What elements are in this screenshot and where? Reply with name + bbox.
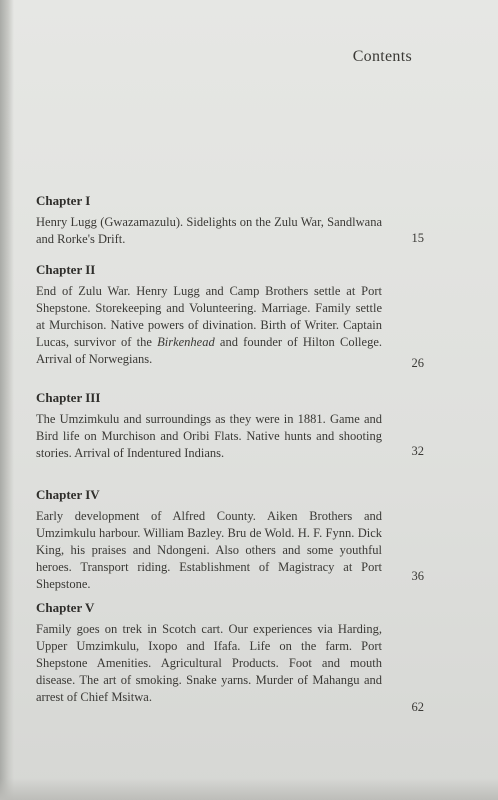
chapter-description-text: and founder of Hilton College. Arrival of Norwegians. [36, 335, 382, 366]
chapter-title: Chapter IV [36, 487, 100, 502]
toc-entry-chapter-4 [36, 487, 424, 593]
page-bottom-shadow [0, 778, 498, 800]
chapter-description [36, 283, 382, 368]
chapter-description: Family goes on trek in Scotch cart. Our experiences via Harding, Upper Umzimkulu, Ixopo and Ifafa. Life on the farm. Port Shepstone Amenities. Agricultural Products. Foot and mouth disease. The art of smoking. Snake yarns. Murder of Mahangu and arrest of Chief Msitwa. [36, 622, 382, 704]
chapter-page-number: 62 [411, 700, 424, 714]
toc-entry-chapter-2 [36, 262, 424, 370]
toc-entry-chapter-3 [36, 390, 424, 462]
toc-entry-chapter-5 [36, 600, 424, 714]
chapter-title: Chapter II [36, 262, 96, 277]
chapter-description: The Umzimkulu and surroundings as they were in 1881. Game and Bird life on Murchison and Oribi Flats. Native hunts and shooting stories. Arrival of Indentured Indians. [36, 412, 382, 460]
chapter-title: Chapter I [36, 193, 91, 208]
chapter-page-number: 36 [411, 569, 424, 583]
chapter-page-number: 32 [411, 444, 424, 458]
chapter-title: Chapter V [36, 600, 95, 615]
chapter-description: Early development of Alfred County. Aiken Brothers and Umzimkulu harbour. William Bazley. Bru de Wold. H. F. Fynn. Dick King, his praises and Ndongeni. Also others and some youthful heroes. Transport riding. Establishment of Magistracy at Port Shepstone. [36, 509, 382, 591]
page-title: Contents [352, 48, 412, 65]
chapter-page-number: 26 [411, 356, 424, 370]
chapter-title: Chapter III [36, 390, 101, 405]
ship-name: Birkenhead [157, 335, 215, 349]
page-spine-shadow [0, 0, 14, 800]
chapter-description-text: End of Zulu War. Henry Lugg and Camp Brothers settle at Port Shepstone. Storekeeping and Volunteering. Marriage. Family settle at Murchison. Native powers of divination. Birth of Writer. Captain Lucas, survivor of the [36, 284, 382, 349]
chapter-page-number: 15 [411, 231, 424, 245]
toc-entry-chapter-1 [36, 193, 424, 248]
chapter-description: Henry Lugg (Gwazamazulu). Sidelights on the Zulu War, Sandlwana and Rorke's Drift. [36, 215, 382, 246]
